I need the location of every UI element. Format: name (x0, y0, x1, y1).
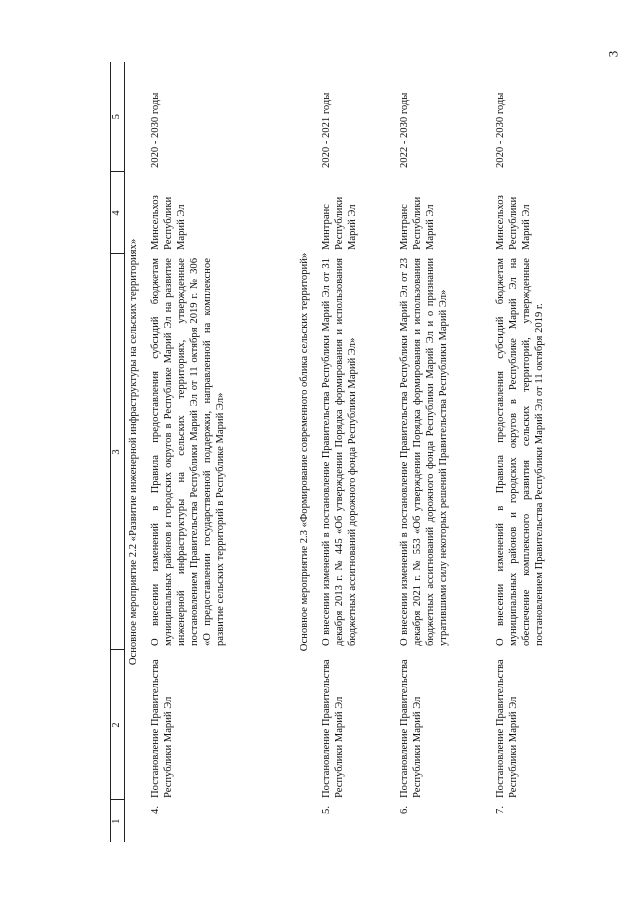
column-number: 1 (111, 800, 125, 842)
section-title: Основное мероприятие 2.2 «Развитие инженерной инфраструктуры на сельских территориях» (128, 238, 139, 666)
column-number: 2 (111, 650, 125, 800)
measures-table (110, 62, 560, 842)
executor: Минсельхоз Республики Марий Эл (149, 195, 187, 250)
column-number: 4 (111, 172, 125, 254)
section-row (296, 62, 319, 842)
row-number: 4. (149, 806, 161, 814)
document-type: Постановление Правительства Республики Марий Эл (494, 659, 519, 798)
column-number: 3 (111, 254, 125, 650)
document-type: Постановление Правительства Республики Марий Эл (398, 659, 423, 798)
rotated-table-frame (110, 62, 560, 842)
table-row (397, 62, 493, 842)
row-number: 6. (398, 806, 410, 814)
executor: Минсельхоз Республики Марий Эл (494, 195, 532, 250)
period: 2022 - 2030 годы (398, 92, 410, 168)
executor: Минтранс Республики Марий Эл (320, 196, 358, 250)
column-number: 5 (111, 62, 125, 172)
document-description: О внесении изменений в постановление Правительства Республики Марий Эл от 23 декабря 2021 г. № 553 «Об утверждении Порядка формирования и использования бюджетных ассигнований дорожного фонда Республики Марий Эл и о признании утратившими силу некоторых решений Правительства Республики Марий Эл» (398, 258, 449, 646)
document-description: О внесении изменений в Правила предоставления субсидий бюджетам муниципальных районов и городских округов в Республике Марий Эл на развитие инженерной инфраструктуры на сельских территориях, утвержденные постановлением Правительства Республики Марий Эл от 11 октября 2019 г. № 306 «О предоставлении государственной поддержки, направленной на комплексное развитие сельских территорий в Республике Марий Эл» (149, 258, 226, 646)
period: 2020 - 2030 годы (149, 92, 161, 168)
page-number: 3 (605, 50, 621, 58)
section-row (125, 62, 148, 842)
document-description: О внесении изменений в Правила предоставления субсидий бюджетам муниципальных районов и городских округов в Республике Марий Эл на обеспечение комплексного развития сельских территорий, утвержденные постановлением Правительства Республики Марий Эл от 11 октября 2019 г. (494, 258, 545, 646)
row-number: 7. (494, 806, 506, 814)
document-type: Постановление Правительства Республики Марий Эл (149, 659, 174, 798)
column-number-row (111, 62, 125, 842)
document-type: Постановление Правительства Республики Марий Эл (320, 659, 345, 798)
period: 2020 - 2021 годы (320, 92, 332, 168)
document-description: О внесении изменений в постановление Правительства Республики Марий Эл от 31 декабря 2013 г. № 445 «Об утверждении Порядка формирования и использования бюджетных ассигнований дорожного фонда Республики Марий Эл» (320, 258, 358, 646)
table-row (493, 62, 560, 842)
row-number: 5. (320, 806, 332, 814)
table-row (319, 62, 397, 842)
section-title: Основное мероприятие 2.3 «Формирование современного облика сельских территорий» (298, 252, 310, 652)
executor: Минтранс Республики Марий Эл (398, 196, 436, 250)
period: 2020 - 2030 годы (494, 92, 506, 168)
table-row (148, 62, 296, 842)
